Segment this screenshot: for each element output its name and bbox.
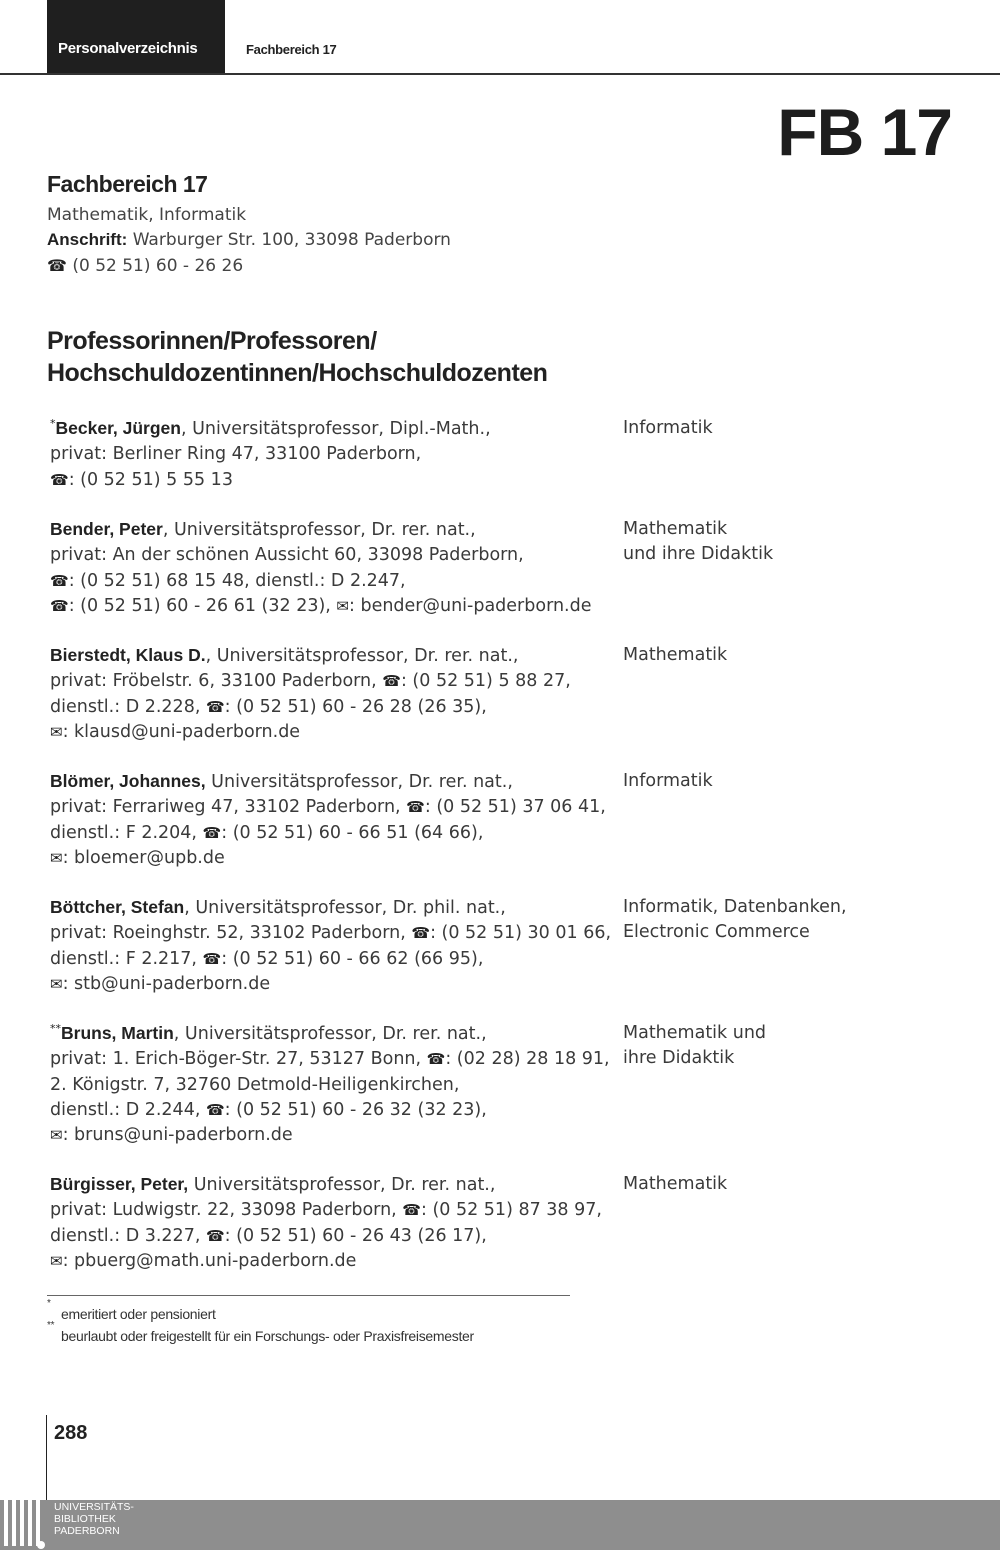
field-line: Mathematik <box>623 645 728 665</box>
staff-detail-line <box>50 720 610 745</box>
staff-detail-line: privat: An der schönen Aussicht 60, 33098 Paderborn, <box>50 545 524 566</box>
library-band <box>0 1500 1000 1550</box>
phone-text: : (02 28) 28 18 91, <box>445 1049 610 1070</box>
staff-field <box>623 895 923 946</box>
field-line: Mathematik <box>623 519 728 539</box>
library-name-line: PADERBORN <box>54 1525 120 1537</box>
staff-entry <box>50 1172 610 1274</box>
staff-name: Bender, Peter <box>50 519 163 539</box>
email-icon: ✉ <box>50 1251 63 1270</box>
staff-detail-line <box>50 972 610 997</box>
staff-detail-line <box>50 921 610 946</box>
department-address <box>47 230 451 250</box>
page-number: 288 <box>54 1422 88 1444</box>
staff-field <box>623 416 923 441</box>
staff-entry <box>50 1021 610 1148</box>
phone-text: : (0 52 51) 60 - 26 61 (32 23), <box>68 595 337 616</box>
telephone-icon: ☎ <box>47 256 67 275</box>
staff-detail-line: privat: Berliner Ring 47, 33100 Paderborn, <box>50 444 422 465</box>
staff-detail-line <box>50 468 610 493</box>
email-icon: ✉ <box>50 848 63 867</box>
phone-text: : (0 52 51) 5 88 27, <box>400 671 571 692</box>
telephone-icon: ☎ <box>382 672 401 691</box>
footnote-marker: ** <box>50 1022 61 1036</box>
library-logo-dot <box>37 1541 45 1549</box>
staff-detail-line <box>50 846 610 871</box>
telephone-icon: ☎ <box>426 1050 446 1069</box>
staff-title: Universitätsprofessor, Dr. rer. nat., <box>188 1175 496 1195</box>
library-name-line: UNIVERSITÄTS- <box>54 1501 134 1513</box>
field-line: ihre Didaktik <box>623 1048 735 1069</box>
telephone-icon: ☎ <box>402 1201 421 1220</box>
field-line: Mathematik und <box>623 1023 767 1043</box>
telephone-icon: ☎ <box>50 596 69 615</box>
email-text[interactable]: : bloemer@upb.de <box>62 847 225 868</box>
address-text: privat: Ferrariweg 47, 33102 Paderborn, <box>50 797 407 818</box>
email-icon: ✉ <box>50 722 63 741</box>
address-text: Warburger Str. 100, 33098 Paderborn <box>132 230 451 250</box>
staff-name: Becker, Jürgen <box>55 418 181 438</box>
staff-title: , Universitätsprofessor, Dr. rer. nat., <box>162 520 476 540</box>
phone-text: : (0 52 51) 60 - 26 43 (26 17), <box>224 1225 487 1246</box>
email-text[interactable]: : klausd@uni-paderborn.de <box>62 721 301 742</box>
footnote-marker: ** <box>47 1320 55 1331</box>
staff-name: Bierstedt, Klaus D. <box>50 645 206 665</box>
staff-name: Bürgisser, Peter, <box>50 1174 189 1194</box>
staff-name: Bruns, Martin <box>61 1023 174 1043</box>
staff-detail-line <box>50 669 610 694</box>
staff-detail-line <box>50 695 610 720</box>
staff-detail-line <box>50 594 610 619</box>
library-name-line: BIBLIOTHEK <box>54 1513 116 1525</box>
department-title: Fachbereich 17 <box>47 171 208 197</box>
field-line: Informatik, Datenbanken, <box>623 897 847 917</box>
staff-entry <box>50 895 610 997</box>
footnote-text: beurlaubt oder freigestellt für ein Forschungs- oder Praxisfreisemester <box>61 1328 474 1344</box>
telephone-icon: ☎ <box>205 697 225 716</box>
department-subtitle: Mathematik, Informatik <box>47 205 247 225</box>
field-line: und ihre Didaktik <box>623 544 774 565</box>
phone-text: : (0 52 51) 60 - 26 32 (32 23), <box>224 1099 487 1120</box>
address-label: Anschrift: <box>47 230 128 249</box>
field-line: Electronic Commerce <box>623 922 810 943</box>
email-icon: ✉ <box>336 596 349 615</box>
staff-field <box>623 769 923 794</box>
staff-entry <box>50 643 610 745</box>
telephone-icon: ☎ <box>406 798 425 817</box>
office-text: dienstl.: F 2.204, <box>50 822 203 843</box>
office-text: dienstl.: D 2.228, <box>50 696 206 717</box>
phone-text: : (0 52 51) 60 - 66 51 (64 66), <box>221 822 484 843</box>
phone-text: : (0 52 51) 68 15 48, dienstl.: D 2.247, <box>68 570 406 591</box>
staff-title: , Universitätsprofessor, Dr. phil. nat., <box>184 898 506 918</box>
staff-name: Böttcher, Stefan <box>50 897 185 917</box>
header-rule <box>0 73 1000 75</box>
address-text: privat: 1. Erich-Böger-Str. 27, 53127 Bonn, <box>50 1049 427 1070</box>
footnote-marker: * <box>47 1298 51 1309</box>
staff-detail-line <box>50 947 610 972</box>
page-number-bar <box>46 1415 47 1500</box>
department-phone <box>47 256 243 276</box>
address-text: privat: Ludwigstr. 22, 33098 Paderborn, <box>50 1200 403 1221</box>
telephone-icon: ☎ <box>205 1226 225 1245</box>
office-text: dienstl.: D 3.227, <box>50 1225 206 1246</box>
staff-field <box>623 1021 923 1072</box>
staff-detail-line <box>50 1123 610 1148</box>
telephone-icon: ☎ <box>50 571 69 590</box>
email-text[interactable]: : pbuerg@math.uni-paderborn.de <box>62 1250 357 1271</box>
email-icon: ✉ <box>50 1126 63 1145</box>
section-heading-line: Professorinnen/Professoren/ <box>47 327 377 355</box>
address-text: privat: Roeinghstr. 52, 33102 Paderborn, <box>50 923 412 944</box>
staff-detail-line: 2. Königstr. 7, 32760 Detmold-Heiligenkirchen, <box>50 1074 460 1095</box>
footnote-text: emeritiert oder pensioniert <box>61 1306 216 1322</box>
staff-detail-line <box>50 1047 610 1072</box>
telephone-icon: ☎ <box>205 1100 225 1119</box>
staff-entry <box>50 769 610 871</box>
department-code: FB 17 <box>777 95 952 169</box>
telephone-icon: ☎ <box>202 823 222 842</box>
phone-text: : (0 52 51) 37 06 41, <box>424 797 606 818</box>
footnote-marker: * <box>50 417 56 431</box>
staff-name: Blömer, Johannes, <box>50 771 206 791</box>
staff-detail-line <box>50 795 610 820</box>
office-text: dienstl.: F 2.217, <box>50 948 203 969</box>
staff-field <box>623 517 923 568</box>
staff-detail-line <box>50 1098 610 1123</box>
staff-detail-line <box>50 821 610 846</box>
section-heading-line: Hochschuldozentinnen/Hochschuldozenten <box>47 359 548 387</box>
staff-title: Universitätsprofessor, Dr. rer. nat., <box>205 772 513 792</box>
office-text: dienstl.: D 2.244, <box>50 1099 206 1120</box>
email-icon: ✉ <box>50 974 63 993</box>
staff-detail-line <box>50 1249 610 1274</box>
staff-detail-line <box>50 1224 610 1249</box>
telephone-icon: ☎ <box>50 470 69 489</box>
staff-entry <box>50 517 610 619</box>
header-section-label: Fachbereich 17 <box>246 42 337 57</box>
staff-title: , Universitätsprofessor, Dipl.-Math., <box>180 419 491 439</box>
field-line: Informatik <box>623 418 713 438</box>
telephone-icon: ☎ <box>411 924 431 943</box>
phone-text: : (0 52 51) 87 38 97, <box>420 1200 602 1221</box>
staff-field <box>623 643 923 668</box>
staff-title: , Universitätsprofessor, Dr. rer. nat., <box>205 646 519 666</box>
staff-field <box>623 1172 923 1197</box>
email-text[interactable]: : bender@uni-paderborn.de <box>349 595 592 616</box>
staff-detail-line <box>50 569 610 594</box>
staff-title: , Universitätsprofessor, Dr. rer. nat., <box>173 1024 487 1044</box>
telephone-icon: ☎ <box>202 949 222 968</box>
field-line: Mathematik <box>623 1174 728 1194</box>
email-text[interactable]: : bruns@uni-paderborn.de <box>62 1125 293 1146</box>
address-text: privat: Fröbelstr. 6, 33100 Paderborn, <box>50 671 383 692</box>
phone-text: : (0 52 51) 60 - 66 62 (66 95), <box>221 948 484 969</box>
phone-number: (0 52 51) 60 - 26 26 <box>72 256 244 276</box>
section-heading <box>47 325 547 389</box>
field-line: Informatik <box>623 771 713 791</box>
phone-text: : (0 52 51) 5 55 13 <box>68 469 233 490</box>
footnote-rule <box>47 1295 570 1296</box>
phone-text: : (0 52 51) 60 - 26 28 (26 35), <box>224 696 487 717</box>
staff-detail-line <box>50 1198 610 1223</box>
staff-entry <box>50 416 610 493</box>
email-text[interactable]: : stb@uni-paderborn.de <box>62 973 271 994</box>
header-tab: Personalverzeichnis <box>47 0 225 74</box>
phone-text: : (0 52 51) 30 01 66, <box>430 923 612 944</box>
library-name <box>54 1501 134 1537</box>
